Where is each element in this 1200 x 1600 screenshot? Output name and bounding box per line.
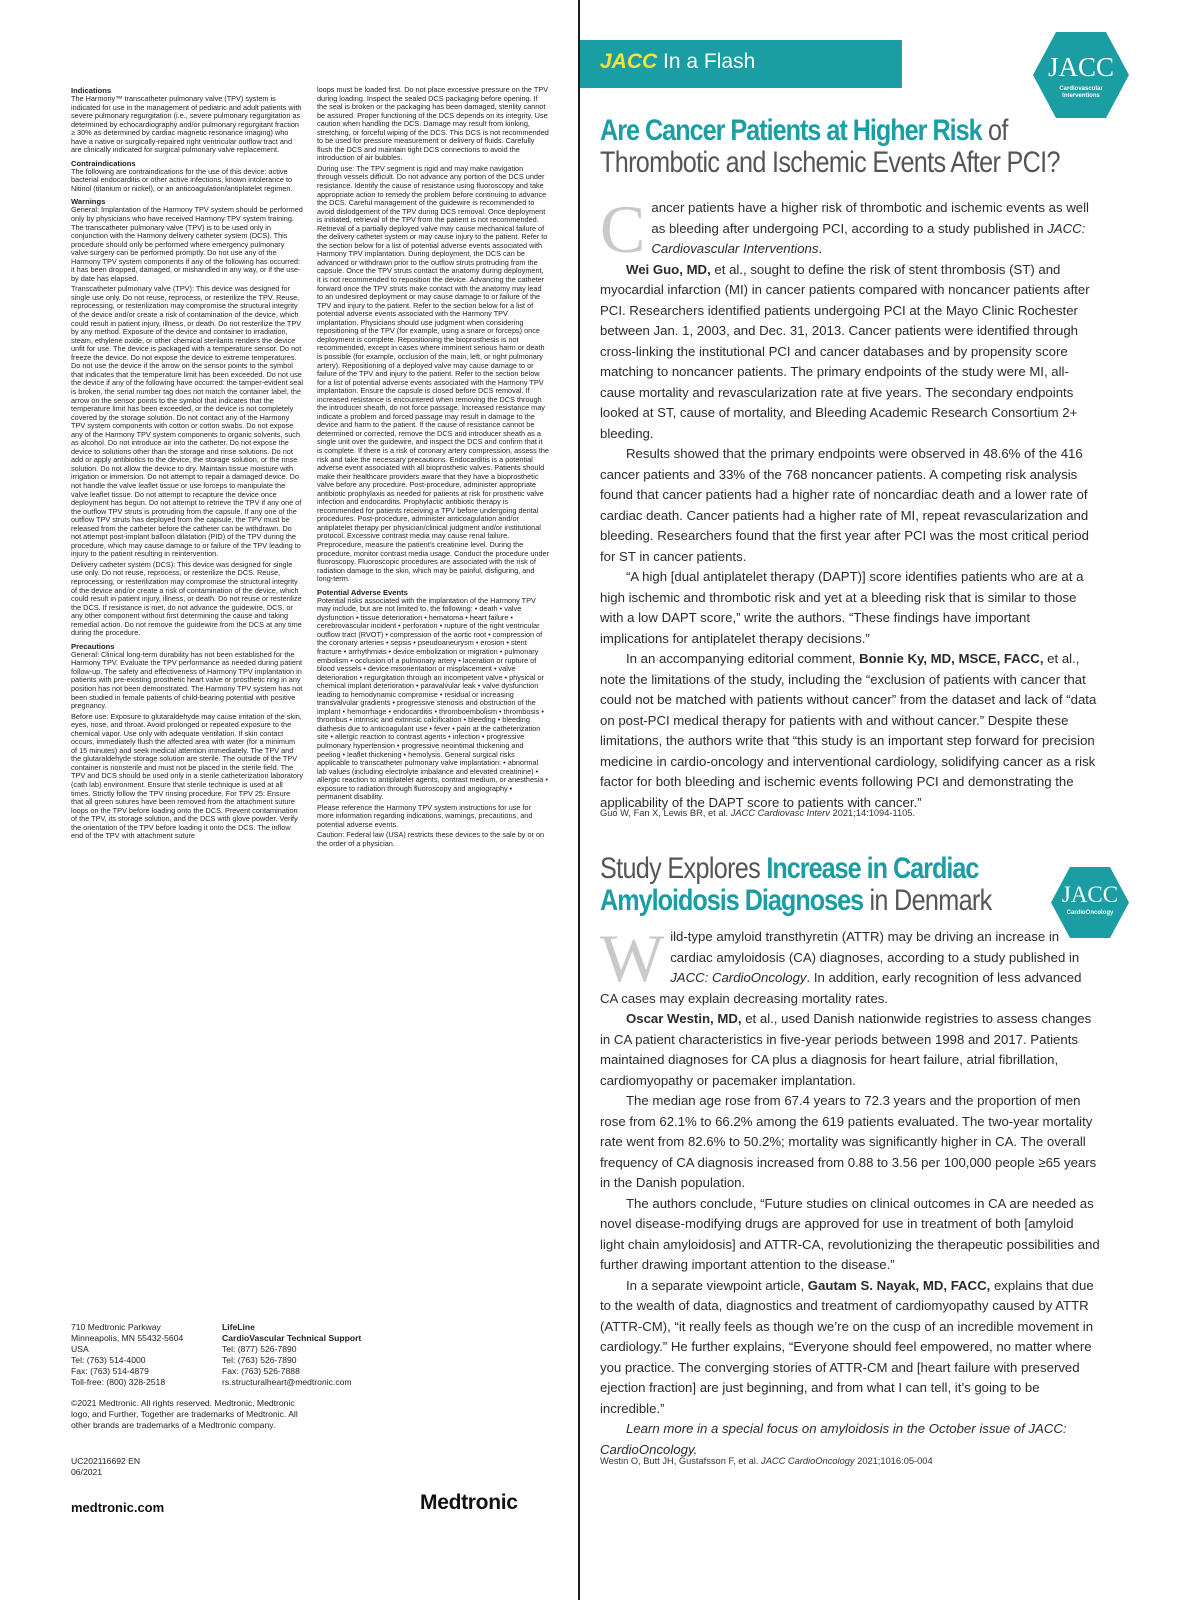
- fine-print-paragraph: Delivery catheter system (DCS): This device was designed for single use only. Do not reuse, reprocess, or resterilize the DCS. Reuse, reprocessing, or resterilization may compromise the structural integrity of the device and/or create a risk of contamination of the device, which could result in patient injury, illness, or death. Do not reuse or resterilize the DCS. If resistance is met, do not advance the guidewire, DCS, or any other component without first determining the cause and taking remedial action. Do not remove the guidewire from the DCS at any time during the procedure.: [71, 559, 302, 638]
- headline-part: Thrombotic and Ischemic Events After PCI?: [600, 146, 1060, 179]
- headline-part: in Denmark: [863, 884, 992, 917]
- article-paragraph: Cancer patients have a higher risk of thrombotic and ischemic events as well as bleeding after undergoing PCI, according to a study published in JACC: Cardiovascular Interventions.: [600, 191, 1089, 267]
- banner-jacc: JACC: [600, 50, 658, 73]
- fine-print-column-2: [317, 86, 549, 1266]
- headline-highlight: Increase in Cardiac: [766, 852, 979, 885]
- medtronic-ad-page: [0, 0, 580, 1600]
- lifeline-line: Fax: (763) 526-7888: [222, 1366, 300, 1376]
- fine-print-paragraph: General: Implantation of the Harmony TPV system should be performed only by physicians who have received Harmony TPV system training. The transcatheter pulmonary valve (TPV) is to be used only in conjunction with the Harmony delivery catheter system (DCS). This procedure should only be performed where emergency pulmonary valve surgery can be performed promptly. Do not use any of the Harmony TPV system components if any of the following has occurred: it has been dropped, damaged, or mishandled in any way, or if the use-by date has elapsed.: [71, 205, 303, 283]
- legal-notice: ©2021 Medtronic. All rights reserved. Medtronic, Medtronic logo, and Further, Together are trademarks of Medtronic. All other brands are trademarks of a Medtronic company.: [71, 1398, 298, 1430]
- author-name: Gautam S. Nayak, MD, FACC,: [807, 1277, 991, 1293]
- fine-print-paragraph: Potential risks associated with the implantation of the Harmony TPV may include, but are not limited to, the following: • death • valve dysfunction • tissue deterioration • hematoma • heart failure • cerebrovascular incident • perforation • rupture of the right ventricular outflow tract (RVOT) • compression of the aortic root • compression of the coronary arteries • sepsis • pseudoaneurysm • erosion • stent fracture • arrhythmias • device embolization or migration • pulmonary embolism • occlusion of a pulmonary artery • laceration or rupture of blood vessels • device misorientation or misplacement • valve deterioration • regurgitation through an incompetent valve • physical or chemical implant deterioration • paravalvular leak • valve dysfunction leading to hemodynamic compromise • residual or increasing transvalvular gradients • progressive stenosis and obstruction of the implant • hemorrhage • endocarditis • thromboembolism • thrombosis • thrombus • intrinsic and extrinsic calcification • bleeding • bleeding diathesis due to anticoagulant use • fever • pain at the catheterization site • allergic reaction to contrast agents • infection • progressive pulmonary hypertension • progressive neointimal thickening and peeling • leaflet thickening • hemolysis. General surgical risks applicable to transcatheter pulmonary valve implantation: • abnormal lab values (including electrolyte imbalance and elevated creatinine) • allergic reaction to antiplatelet agents, contrast medium, or anesthesia • exposure to radiation through fluoroscopy and angiography • permanent disability.: [317, 595, 548, 802]
- fine-print-column-1: [71, 86, 303, 1266]
- lifeline-title: LifeLine: [222, 1322, 255, 1332]
- fine-print-paragraph: loops must be loaded first. Do not place excessive pressure on the TPV during loading. Inspect the sealed DCS packaging before opening. If the seal is broken or the packaging has been damaged, sterility cannot be assured. Proper functioning of the DCS depends on its integrity. Use caution when handling the DCS. Damage may result from kinking, stretching, or forceful wiping of the DCS. This DCS is not recommended to be used for pressure measurement or delivery of fluids. Carefully flush the DCS and maintain tight DCS connections to avoid the introduction of air bubbles.: [317, 86, 549, 163]
- jacc-flash-page: [580, 0, 1200, 1600]
- author-name: Wei Guo, MD,: [626, 261, 711, 277]
- medtronic-logo: Medtronic: [420, 1491, 518, 1514]
- jacc-interventions-logo: [1032, 30, 1130, 120]
- author-name: Oscar Westin, MD,: [626, 1011, 742, 1026]
- article-1-citation: Guo W, Fan X, Lewis BR, et al. JACC Cardiovasc Interv 2021;14:1094-1105.: [600, 808, 916, 818]
- article-paragraph: Oscar Westin, MD, et al., used Danish nationwide registries to assess changes in CA patient characteristics in five-year periods between 1998 and 2017. Patients maintained diagnoses for CA plus a diagnosis for heart failure, atrial fibrillation, cardiomyopathy or pacemaker implantation.: [600, 1011, 1092, 1088]
- fine-print-heading: Indications: [71, 86, 112, 95]
- address-line: 710 Medtronic Parkway: [71, 1322, 161, 1332]
- fine-print-heading: Potential Adverse Events: [317, 587, 408, 597]
- fine-print-paragraph: During use: The TPV segment is rigid and may make navigation through vessels difficult. Do not advance any portion of the DCS under resistance. Identify the cause of resistance using fluoroscopy and take appropriate action to remedy the problem before continuing to advance the DCS. Careful management of the guidewire is recommended to avoid dislodgement of the TPV during DCS removal. Once deployment is initiated, retrieval of the TPV from the patient is not recommended. Retrieval of a partially deployed valve may cause mechanical failure of the delivery catheter system or may cause injury to the patient. Refer to the section below for a list of potential adverse events associated with Harmony TPV implantation. During deployment, the DCS can be advanced or withdrawn prior to the outflow struts protruding from the capsule. Once the TPV struts contact the anatomy during deployment, it is not recommended to reposition the device. Advancing the catheter forward once the TPV struts make contact with the anatomy may lead to an undesired deployment or may cause damage to or failure of the TPV and injury to the patient. Refer to the section below for a list of potential adverse events associated with the Harmony TPV implantation. Physicians should use judgment when considering repositioning of the TPV (for example, using a snare or forceps) once deployment is complete. Repositioning the bioprosthesis is not recommended, except in cases where imminent serious harm or death is possible (for example, occlusion of the main, left, or right pulmonary artery). Repositioning of a deployed valve may cause damage to or failure of the TPV and injury to the patient. Refer to the section below for a list of potential adverse events associated with the Harmony TPV implantation. Ensure the capsule is closed before DCS removal. If increased resistance is encountered when removing the DCS through the introducer sheath, do not force passage. Increased resistance may indicate a problem and forced passage may result in damage to the device and harm to the patient. If the cause of resistance cannot be determined or corrected, remove the DCS and introducer sheath as a single unit over the guidewire, and inspect the DCS and confirm that it is complete. If there is a risk of coronary artery compression, assess the risk and take the necessary precautions. Endocarditis is a potential adverse event associated with all bioprosthetic valves. Patients should make their healthcare providers aware that they have a bioprosthetic valve before any procedure. Post-procedure, administer appropriate antibiotic prophylaxis as needed for patients at risk for prosthetic valve infection and endocarditis. Prophylactic antibiotic therapy is recommended for patients receiving a TPV before undergoing dental procedures. Post-procedure, administer anticoagulation and/or antiplatelet therapy per physician/clinical judgment and/or institutional protocol. Excessive contrast media may cause renal failure. Preprocedure, measure the patient's creatinine level. During the procedure, monitor contrast media usage. Conduct the procedure under fluoroscopy. Fluoroscopic procedures are associated with the risk of radiation damage to the skin, which may be painful, disfiguring, and long-term.: [317, 163, 549, 584]
- address-line: USA: [71, 1344, 89, 1354]
- logo-subtitle-2: Interventions: [1062, 92, 1100, 99]
- fine-print-heading: Warnings: [71, 197, 106, 207]
- fine-print-heading: Precautions: [71, 641, 115, 651]
- fine-print-paragraph: Before use: Exposure to glutaraldehyde may cause irritation of the skin, eyes, nose, and throat. Avoid prolonged or repeated exposure to the chemical vapor. Use only with adequate ventilation. If skin contact occurs, immediately flush the affected area with water (for a minimum of 15 minutes) and seek medical attention immediately. The TPV and the glutaraldehyde storage solution are sterile. The outside of the TPV container is nonsterile and must not be placed in the sterile field. The TPV and DCS should be used only in a sterile catheterization laboratory (cath lab) environment. Ensure that sterile technique is used at all times. Strictly follow the TPV rinsing procedure. For TPV 25: Ensure that all green sutures have been removed from the attachment suture loops on the TPV before loading onto the DCS. Prevent contamination of the TPV, its storage solution, and the DCS with glove powder. Verify the orientation of the TPV before loading it onto the DCS. The inflow end of the TPV with attachment suture: [71, 711, 303, 841]
- logo-subtitle-1: CardioOncology: [1066, 910, 1114, 916]
- fine-print-paragraph: General: Clinical long-term durability has not been established for the Harmony TPV. Evaluate the TPV performance as needed during patient follow-up. The safety and effectiveness of Harmony TPV implantation in patients with pre-existing prosthetic heart valve or prosthetic ring in any position has not been demonstrated. The Harmony TPV system has not been studied in female patients of child-bearing potential with positive pregnancy.: [71, 649, 303, 711]
- article-2-citation: Westin O, Butt JH, Gustafsson F, et al. JACC CardioOncology 2021;1016:05-004: [600, 1456, 933, 1466]
- fine-print-paragraph: Transcatheter pulmonary valve (TPV): This device was designed for single use only. Do not reuse, reprocess, or resterilize the TPV. Reuse, reprocessing, or resterilization may compromise the structural integrity of the device and/or create a risk of contamination of the device, which could result in patient injury, illness, or death. Do not resterilize the TPV by any method. Exposure of the device and container to irradiation, steam, ethylene oxide, or other chemical sterilants renders the device unfit for use. The device is packaged with a temperature sensor. Do not freeze the device. Do not expose the device to extreme temperatures. Do not use the device if the arrow on the sensor points to the symbol that indicates that the temperature limit has been exceeded. Do not use the device if any of the following have occurred: the tamper-evident seal is broken, the serial number tag does not match the container label, the arrow on the sensor points to the symbol that indicates that the temperature limit has been exceeded, or the device is not completely covered by the storage solution. Do not contact any of the Harmony TPV system components with cotton or cotton swabs. Do not expose any of the Harmony TPV system components to organic solvents, such as alcohol. Do not introduce air into the catheter. Do not expose the device to solutions other than the storage and rinse solutions. Do not add or apply antibiotics to the device, the storage solution, or the rinse solution. Do not allow the device to dry. Maintain tissue moisture with irrigation or immersion. Do not attempt to repair a damaged device. Do not handle the valve leaflet tissue or use forceps to manipulate the valve leaflet tissue. Do not attempt to recapture the device once deployment has begun. Do not attempt to retrieve the TPV if any one of the outflow TPV struts is protruding from the capsule. If any one of the outflow TPV struts has deployed from the capsule, the TPV must be released from the catheter before the catheter can be withdrawn. Do not attempt post-implant balloon dilatation (PID) of the TPV during the procedure, which may cause damage to or failure of the TPV leading to injury to the patient resulting in reintervention.: [71, 284, 303, 559]
- address-line: Minneapolis, MN 55432-5604: [71, 1333, 184, 1343]
- fine-print-paragraph: Caution: Federal law (USA) restricts these devices to the sale by or on the order of a physician.: [317, 830, 545, 849]
- banner-title: [600, 50, 755, 74]
- article-paragraph: In a separate viewpoint article, Gautam S. Nayak, MD, FACC, explains that due to the wealth of data, diagnostics and treatment of cardiomyopathy caused by ATTR (ATTR-CM), “it really feels as though we’re on the cusp of an incredible movement in cardiology.” He further explains, “Everyone should feel empowered, no matter where you practice. The converging stories of ATTR-CM and [heart failure with preserved ejection fraction] are just beginning, and from what I can tell, it’s going to be incredible.”: [600, 1277, 1094, 1416]
- logo-name: JACC: [1047, 52, 1115, 82]
- doc-code-line: 06/2021: [71, 1467, 103, 1477]
- article-paragraph: Wild-type amyloid transthyretin (ATTR) may be driving an increase in cardiac amyloidosis (CA) diagnoses, according to a study published in JACC: CardioOncology. In addition, early recognition of less advanced CA cases may explain decreasing mortality rates.: [600, 920, 1082, 1006]
- drop-cap: W: [600, 920, 665, 996]
- headline-part: Study Explores: [600, 852, 767, 885]
- logo-subtitle-1: Cardiovascular: [1059, 86, 1103, 92]
- lifeline-subtitle: CardioVascular Technical Support: [222, 1333, 362, 1343]
- article-2-headline: [600, 853, 1138, 917]
- lifeline-support: [222, 1322, 402, 1388]
- lifeline-line: Tel: (877) 526-7890: [222, 1344, 297, 1354]
- drop-cap: C: [600, 191, 646, 267]
- article-paragraph: Learn more in a special focus on amyloidosis in the October issue of JACC: CardioOncology.: [600, 1421, 1067, 1457]
- fine-print-heading: Contraindications: [71, 158, 136, 168]
- address-line: Fax: (763) 514-4879: [71, 1366, 149, 1376]
- lifeline-email: rs.structuralheart@medtronic.com: [222, 1377, 352, 1387]
- article-paragraph: The authors conclude, “Future studies on clinical outcomes in CA are needed as novel disease-modifying drugs are approved for use in treatment of both [amyloid light chain amyloidosis] and ATTR-CA, revolutionizing the therapeutic possibilities and further drawing important attention to the disease.”: [600, 1195, 1100, 1272]
- journal-name: JACC: Cardiovascular Interventions: [651, 220, 1086, 256]
- fine-print-paragraph: Please reference the Harmony TPV system instructions for use for more information regarding indications, warnings, precautions, and potential adverse events.: [317, 802, 533, 829]
- section-banner: [580, 40, 902, 88]
- address-line: Tel: (763) 514-4000: [71, 1355, 146, 1365]
- banner-rest: In a Flash: [663, 50, 756, 73]
- lifeline-line: Tel: (763) 526-7890: [222, 1355, 297, 1365]
- headline-highlight: Are Cancer Patients at Higher Risk: [600, 114, 982, 147]
- article-paragraph: Results showed that the primary endpoints were observed in 48.6% of the 416 cancer patients and 33% of the 768 noncancer patients. A competing risk analysis found that cancer patients had a higher rate of noncardiac death and a lower rate of cardiac death. Cancer patients had a higher rate of MI, repeat revascularization and bleeding. Researchers found that the first year after PCI was the most critical period for ST in cancer patients.: [600, 446, 1089, 564]
- article-paragraph: Wei Guo, MD, et al., sought to define the risk of stent thrombosis (ST) and myocardial infarction (MI) in cancer patients compared with noncancer patients after PCI. Researchers identified patients undergoing PCI at the Mayo Clinic Rochester between Jan. 1, 2003, and Dec. 31, 2013. Cancer patients were identified through cross-linking the institutional PCI and cancer databases and by propensity score matching to noncancer patients. The primary endpoints of the study were MI, all-cause mortality and revascularization rate at five years. The secondary endpoints looked at ST, cause of mortality, and Bleeding Academic Research Consortium 2+ bleeding.: [600, 261, 1090, 441]
- fine-print-paragraph: The Harmony™ transcatheter pulmonary valve (TPV) system is indicated for use in the management of pediatric and adult patients with severe pulmonary regurgitation (i.e., severe pulmonary regurgitation as determined by echocardiography and/or pulmonary regurgitant fraction ≥ 30% as determined by cardiac magnetic resonance imaging) who have a native or surgically-repaired right ventricular outflow tract and are clinically indicated for surgical pulmonary valve replacement.: [71, 94, 302, 155]
- journal-name: JACC: CardioOncology: [670, 970, 807, 985]
- article-paragraph: “A high [dual antiplatelet therapy (DAPT)] score identifies patients who are at a high ischemic and thrombotic risk and yet at a bleeding risk that is similar to those with a low DAPT score,” write the authors. “These findings have important implications for antiplatelet therapy decisions.”: [600, 569, 1084, 646]
- author-name: Bonnie Ky, MD, MSCE, FACC,: [859, 651, 1044, 666]
- doc-code-line: UC202116692 EN: [71, 1456, 141, 1466]
- article-1-headline: [600, 115, 1138, 179]
- address-line: Toll-free: (800) 328-2518: [71, 1377, 166, 1387]
- website-url[interactable]: medtronic.com: [71, 1500, 165, 1515]
- article-paragraph: The median age rose from 67.4 years to 72.3 years and the proportion of men rose from 62.1% to 66.2% among the 619 patients evaluated. The two-year mortality rate went from 82.6% to 50.2%; mortality was significantly higher in CA. The overall frequency of CA diagnosis increased from 0.88 to 3.56 per 100,000 people ≥65 years in the Danish population.: [600, 1093, 1097, 1190]
- fine-print-paragraph: The following are contraindications for the use of this device: active bacterial endocarditis or other active infections, known intolerance to Nitinol (titanium or nickel), or an anticoagulation/antiplatelet regimen.: [71, 166, 293, 193]
- article-1-body: [600, 191, 1100, 813]
- logo-name: JACC: [1061, 882, 1119, 907]
- company-address: [71, 1322, 221, 1388]
- article-2-body: [600, 920, 1100, 1460]
- article-paragraph: In an accompanying editorial comment, Bonnie Ky, MD, MSCE, FACC, et al., note the limitations of the study, including the “exclusion of patients with cancer that could not be matched with patients without cancer” from the dataset and lack of “data on post-PCI medical therapy for patients with and without cancer.” Despite these limitations, the authors write that “this study is an important step forward for precision medicine in cardio-oncology and interventional cardiology, solidifying cancer as a risk factor for both bleeding and ischemic events following PCI and demonstrating the applicability of the DAPT score to patients with cancer.”: [600, 651, 1097, 810]
- headline-highlight: Amyloidosis Diagnoses: [600, 884, 864, 917]
- document-code: [71, 1456, 221, 1478]
- headline-part: of: [981, 114, 1008, 147]
